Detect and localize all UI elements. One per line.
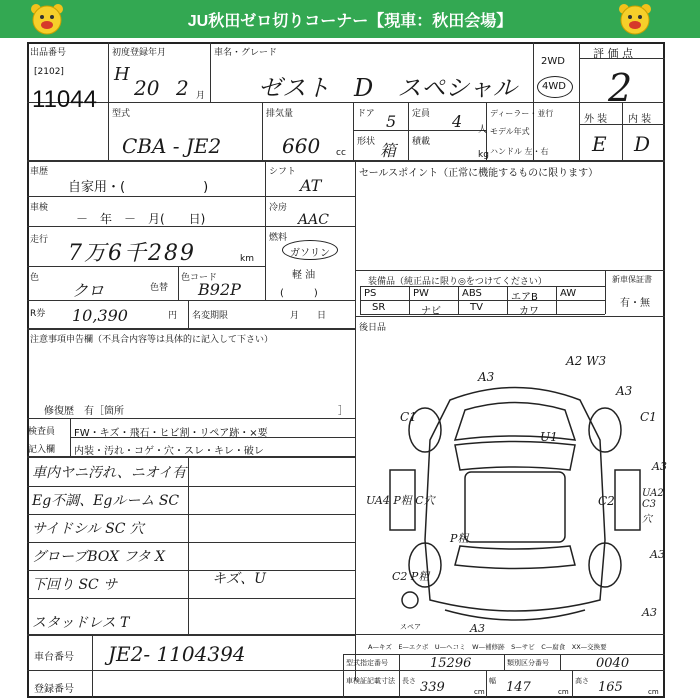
color-change-label: 色替: [150, 283, 169, 293]
exterior-score: E: [592, 132, 607, 156]
shift-label: シフト: [269, 167, 297, 177]
registration-label: 登録番号: [34, 684, 74, 695]
remark-6: スタッドレス T: [32, 615, 130, 631]
fuel-gasoline: ガソリン: [290, 248, 330, 259]
load-label: 積載: [412, 137, 431, 147]
color-code-value: B92P: [198, 280, 241, 299]
damage-mark: C2 P粗: [392, 570, 430, 583]
warranty-value: 有・無: [620, 298, 650, 309]
spare-label: スペア: [400, 623, 421, 631]
usage-value: 自家用・( ): [68, 180, 209, 195]
inspection-label: 車検: [30, 203, 49, 213]
color-code-label: 色コード: [181, 273, 218, 283]
equipment-item: カワ: [519, 306, 539, 317]
fuel-label: 燃料: [269, 233, 288, 243]
damage-mark: U1: [540, 430, 558, 444]
damage-mark: A3: [642, 606, 657, 619]
remark-5: 下回り SC サ: [32, 577, 118, 593]
fuel-diesel: 軽 油: [292, 270, 316, 281]
score-label: 評 価 点: [593, 47, 633, 60]
type-cert-label: 型式指定番号: [346, 659, 388, 667]
equipment-item: PW: [413, 288, 429, 299]
damage-mark: A3: [478, 370, 495, 384]
first-reg-era: H: [114, 64, 130, 85]
drive-4wd: 4WD: [542, 81, 566, 92]
category-label: 類別区分番号: [507, 659, 549, 667]
door-label: ドア: [357, 109, 375, 119]
banner-title: JU秋田ゼロ切りコーナー【現車：秋田会場】: [187, 13, 513, 30]
usage-label: 車歴: [30, 167, 49, 177]
damage-mark: A3: [616, 384, 633, 398]
equipment-label: 装備品（純正品に限り◎をつけてください）: [368, 277, 547, 287]
equipment-item: AW: [560, 288, 577, 299]
inspector-label: 検査員: [28, 427, 56, 437]
length-label: 長さ: [402, 677, 416, 685]
ac-label: 冷房: [269, 203, 288, 213]
damage-legend: A—キズ E—エクボ U—ヘコミ W—補修跡 S—サビ C—腐食 XX—交換要: [368, 643, 607, 651]
remark-4: グローブBOX フタ X: [32, 549, 165, 565]
repair-history-close: ］: [338, 406, 348, 417]
name-change-label: 名変期限: [192, 311, 229, 321]
type-label: 型式: [112, 109, 131, 119]
damage-mark: C1: [640, 410, 657, 424]
shape-label: 形状: [357, 137, 376, 147]
width-value: 147: [506, 680, 531, 695]
color-label: 色: [30, 273, 40, 283]
first-reg-label: 初度登録年月: [112, 48, 167, 58]
recycle-unit: 円: [168, 311, 178, 321]
damage-mark: UA4 P粗 C穴: [366, 494, 435, 507]
shift-value: AT: [300, 176, 322, 195]
load-unit: kg: [478, 150, 489, 160]
first-reg-month-unit: 月: [196, 91, 206, 101]
lot-label: 出品番号: [30, 48, 67, 58]
inspector-label-2: 記入欄: [28, 445, 56, 455]
drive-2wd: 2WD: [541, 56, 565, 67]
equipment-item: TV: [470, 302, 483, 313]
width-label: 幅: [489, 677, 496, 685]
capacity-unit: 人: [478, 125, 488, 135]
lot-number: 11044: [32, 86, 97, 113]
name-change-value: 月 日: [290, 311, 327, 321]
height-unit: cm: [648, 688, 659, 696]
type-cert-value: 15296: [430, 656, 472, 671]
back-seat-label: 後日品: [359, 323, 387, 333]
equipment-item: ナビ: [421, 306, 441, 317]
height-value: 165: [598, 680, 623, 695]
handle-label: ハンドル 左・右: [490, 147, 549, 156]
notes-label: 注意事項申告欄（不具合内容等は具体的に記入して下さい）: [30, 335, 274, 345]
category-value: 0040: [596, 656, 630, 671]
score-value: 2: [608, 66, 633, 110]
damage-mark: A3: [650, 548, 665, 561]
model-year-label: モデル年式: [490, 127, 530, 136]
color-value: クロ: [72, 281, 105, 300]
shape-value: 箱: [380, 141, 397, 160]
damage-mark: C2: [598, 494, 615, 508]
displacement-value: 660: [282, 134, 321, 158]
interior-score: D: [634, 132, 651, 156]
damage-mark: A3: [652, 460, 667, 473]
mileage-unit: km: [240, 254, 254, 264]
equipment-item: SR: [372, 302, 386, 313]
chassis-label: 車台番号: [34, 652, 74, 663]
recycle-label: R券: [30, 309, 46, 319]
remark-1: 車内ヤニ汚れ、ニオイ有: [32, 465, 187, 481]
mileage-label: 走行: [30, 235, 49, 245]
displacement-unit: cc: [336, 148, 346, 158]
damage-mark: A2 W3: [566, 354, 607, 368]
remark-side: キズ、U: [212, 571, 266, 587]
recycle-value: 10,390: [72, 306, 128, 325]
selling-points-label: セールスポイント（正常に機能するものに限ります）: [359, 168, 599, 179]
damage-mark: C1: [400, 410, 417, 424]
equipment-item: ABS: [462, 288, 482, 299]
capacity-value: 4: [452, 112, 463, 131]
type-value: CBA - JE2: [122, 134, 222, 158]
remark-3: サイドシル SC 穴: [32, 521, 144, 537]
repair-history-label: 修復歴 有［箇所: [44, 406, 124, 417]
damage-mark: P粗: [450, 532, 469, 545]
ac-value: AAC: [298, 212, 329, 228]
length-value: 339: [420, 680, 445, 695]
first-reg-year: 20: [134, 76, 160, 100]
chassis-value: JE2- 1104394: [108, 642, 246, 666]
width-unit: cm: [558, 688, 569, 696]
equipment-item: PS: [364, 288, 377, 299]
damage-mark: UA2 C3穴: [642, 488, 664, 525]
interior-label: 内 装: [628, 114, 652, 125]
mileage-value: 7万6千289: [68, 241, 196, 266]
warranty-label: 新車保証書: [612, 275, 652, 284]
inspection-value: － 年 － 月( 日): [76, 212, 206, 226]
dealer-label: ディーラー・並行: [490, 109, 554, 118]
height-label: 高さ: [575, 677, 589, 685]
lot-sub-number: [2102]: [34, 67, 64, 77]
exterior-label: 外 装: [584, 114, 608, 125]
inspector-row2: 内装・汚れ・コゲ・穴・スレ・キレ・破レ: [74, 446, 264, 457]
fuel-other: ( ): [280, 288, 318, 299]
length-unit: cm: [474, 688, 485, 696]
model-name-label: 車名・グレード: [214, 48, 278, 58]
dims-label: 車検証記載寸法: [346, 677, 395, 685]
capacity-label: 定員: [412, 109, 431, 119]
remark-2: Eg不調、Egルーム SC: [32, 493, 180, 509]
inspector-row1: FW・キズ・飛石・ヒビ割・リペア跡・×要: [74, 428, 268, 439]
model-name: ゼスト D スペシャル: [258, 74, 517, 102]
damage-mark: A3: [470, 622, 485, 635]
door-value: 5: [386, 112, 397, 131]
equipment-item: エアB: [511, 292, 538, 303]
first-reg-month: 2: [176, 76, 189, 100]
displacement-label: 排気量: [266, 109, 294, 119]
